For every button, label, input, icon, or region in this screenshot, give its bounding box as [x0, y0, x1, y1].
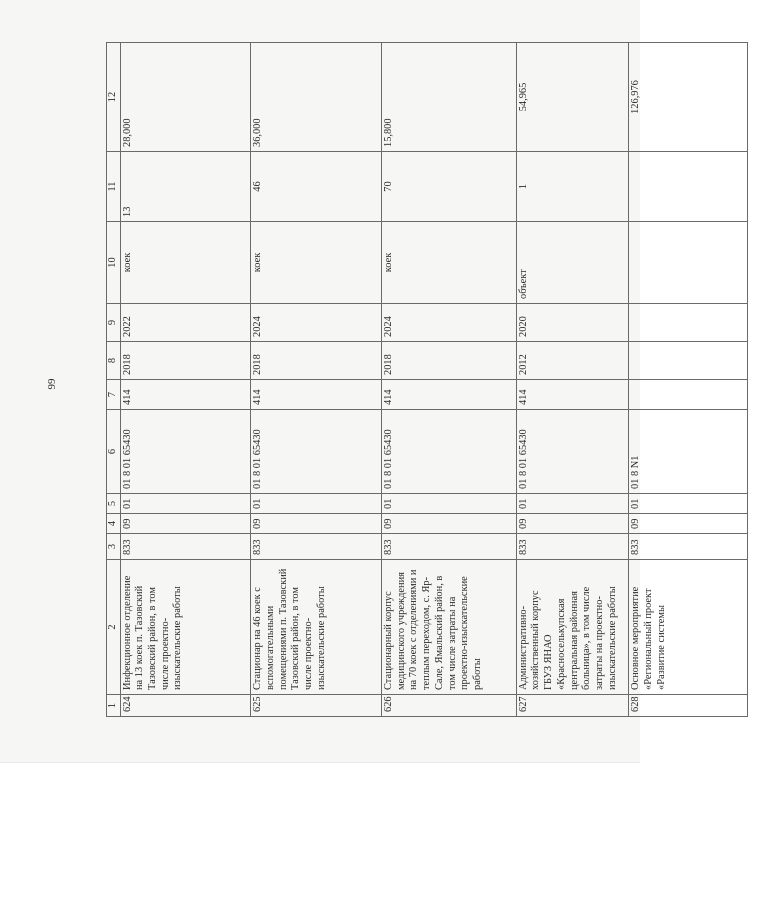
- cell-amount: 15,800: [382, 43, 517, 152]
- col-header: 12: [107, 43, 121, 152]
- cell-target-article: 01 8 01 65430: [120, 410, 251, 494]
- cell-amount: 28,000: [120, 43, 251, 152]
- cell-amount: 36,000: [251, 43, 382, 152]
- cell-expense-type: 414: [382, 380, 517, 410]
- table-row: [629, 43, 748, 717]
- object-name: Основное мероприятие «Региональный проект «Развитие системы: [629, 560, 748, 695]
- cell-unit: коек: [382, 222, 517, 304]
- cell-expense-type: 414: [120, 380, 251, 410]
- table-row: [120, 43, 251, 717]
- cell-unit: объект: [516, 222, 629, 304]
- row-number: 627: [516, 695, 629, 717]
- col-header: 10: [107, 222, 121, 304]
- cell-target-article: 01 8 01 65430: [251, 410, 382, 494]
- budget-table: [106, 42, 748, 717]
- cell-section: 09: [251, 514, 382, 534]
- cell-expense-type: 414: [251, 380, 382, 410]
- table-row: [516, 43, 629, 717]
- row-number: 625: [251, 695, 382, 717]
- cell-capacity: [629, 152, 748, 222]
- col-header: 6: [107, 410, 121, 494]
- cell-start-year: 2018: [251, 342, 382, 380]
- object-name: Стационар на 46 коек с вспомогательными помещениями п. Тазовский Тазовский район, в том числе проектно-изыскательские работы: [251, 560, 382, 695]
- col-header: 2: [107, 560, 121, 695]
- cell-subsection: 01: [629, 494, 748, 514]
- header-row: [107, 43, 121, 717]
- cell-ministry: 833: [251, 534, 382, 560]
- cell-expense-type: [629, 380, 748, 410]
- cell-section: 09: [382, 514, 517, 534]
- cell-amount: 54,965: [516, 43, 629, 152]
- cell-subsection: 01: [251, 494, 382, 514]
- cell-unit: коек: [120, 222, 251, 304]
- cell-end-year: 2024: [382, 304, 517, 342]
- row-number: 624: [120, 695, 251, 717]
- object-name: Административно-хозяйственный корпус ГБУЗ ЯНАО «Красноселькупская центральная районная больница», в том числе затраты на проектно-изыскательские работы: [516, 560, 629, 695]
- cell-target-article: 01 8 01 65430: [382, 410, 517, 494]
- col-header: 4: [107, 514, 121, 534]
- cell-start-year: [629, 342, 748, 380]
- cell-section: 09: [120, 514, 251, 534]
- cell-ministry: 833: [629, 534, 748, 560]
- cell-ministry: 833: [516, 534, 629, 560]
- cell-end-year: 2024: [251, 304, 382, 342]
- cell-unit: [629, 222, 748, 304]
- cell-subsection: 01: [382, 494, 517, 514]
- cell-start-year: 2012: [516, 342, 629, 380]
- col-header: 5: [107, 494, 121, 514]
- col-header: 8: [107, 342, 121, 380]
- cell-start-year: 2018: [120, 342, 251, 380]
- cell-subsection: 01: [120, 494, 251, 514]
- col-header: 7: [107, 380, 121, 410]
- row-number: 626: [382, 695, 517, 717]
- cell-expense-type: 414: [516, 380, 629, 410]
- row-number: 628: [629, 695, 748, 717]
- table-row: [251, 43, 382, 717]
- cell-ministry: 833: [382, 534, 517, 560]
- rotated-table-wrapper: [106, 43, 780, 712]
- cell-target-article: 01 8 N1: [629, 410, 748, 494]
- cell-capacity: 13: [120, 152, 251, 222]
- cell-ministry: 833: [120, 534, 251, 560]
- rotated-table-inner: [106, 43, 748, 717]
- cell-end-year: 2022: [120, 304, 251, 342]
- cell-capacity: 70: [382, 152, 517, 222]
- col-header: 1: [107, 695, 121, 717]
- table-row: [382, 43, 517, 717]
- cell-section: 09: [629, 514, 748, 534]
- col-header: 3: [107, 534, 121, 560]
- page-number: 99: [46, 378, 58, 390]
- cell-end-year: [629, 304, 748, 342]
- cell-unit: коек: [251, 222, 382, 304]
- cell-end-year: 2020: [516, 304, 629, 342]
- cell-amount: 126,976: [629, 43, 748, 152]
- object-name: Стационарный корпус медицинского учреждения на 70 коек с отделениями и теплым переходом, с. Яр-Сале, Ямальский район, в том числе затраты на проектно-изыскательские работы: [382, 560, 517, 695]
- cell-capacity: 1: [516, 152, 629, 222]
- col-header: 9: [107, 304, 121, 342]
- object-name: Инфекционное отделение на 13 коек п. Тазовский Тазовский район, в том числе проектно-изыскательские работы: [120, 560, 251, 695]
- cell-section: 09: [516, 514, 629, 534]
- cell-subsection: 01: [516, 494, 629, 514]
- cell-capacity: 46: [251, 152, 382, 222]
- cell-target-article: 01 8 01 65430: [516, 410, 629, 494]
- cell-start-year: 2018: [382, 342, 517, 380]
- col-header: 11: [107, 152, 121, 222]
